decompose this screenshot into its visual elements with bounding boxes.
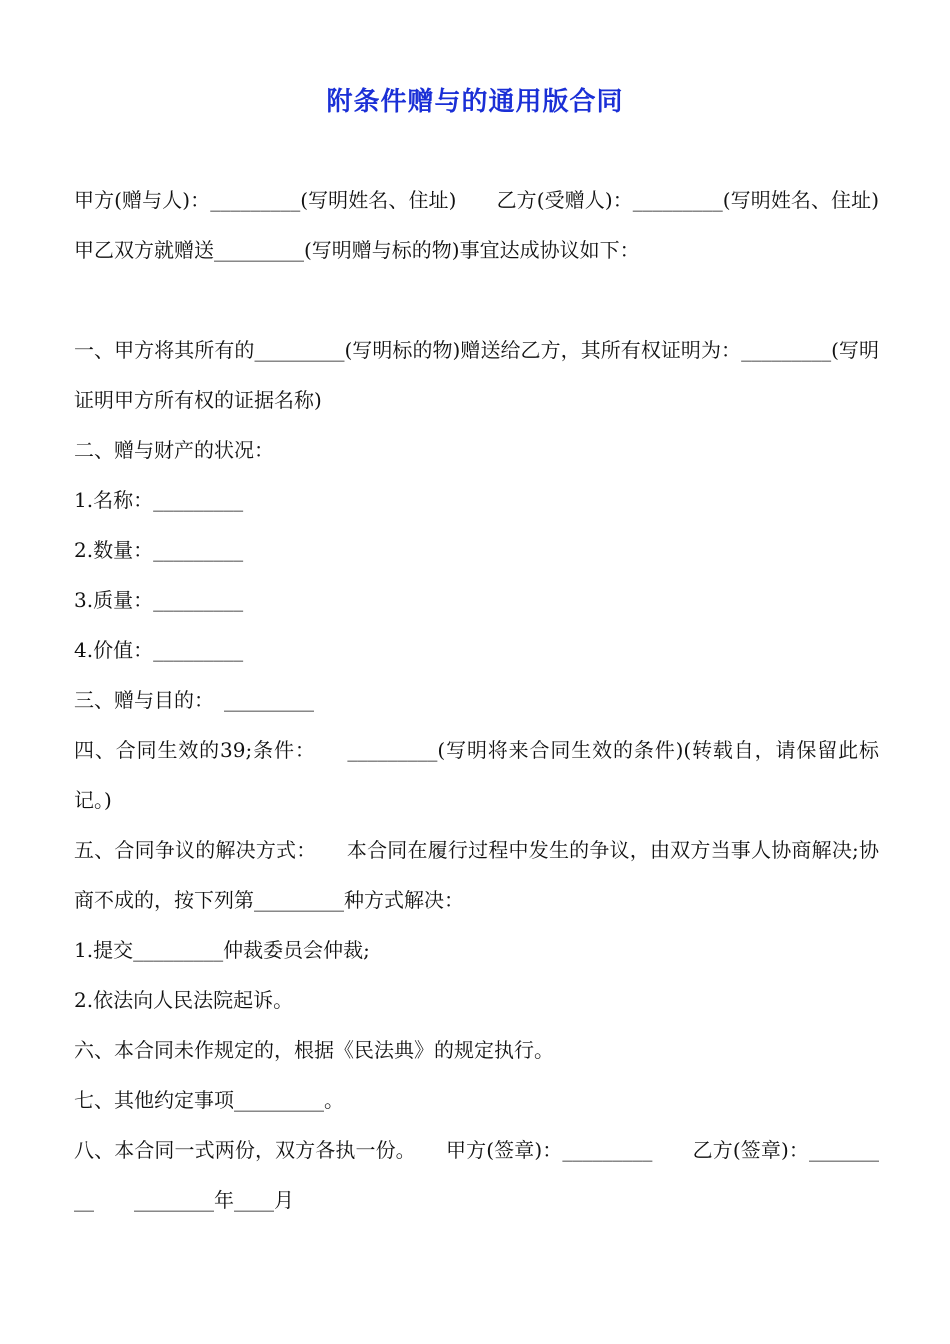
clause-3-purpose: 三、赠与目的： _________ bbox=[74, 688, 314, 712]
clause-1-ownership: 一、甲方将其所有的_________(写明标的物)赠送给乙方，其所有权证明为：_________(写明证明甲方所有权的证据名称) bbox=[74, 338, 879, 412]
contract-clauses bbox=[74, 325, 879, 1225]
property-name-line: 1.名称：_________ bbox=[74, 488, 244, 512]
dispute-option-court: 2.依法向人民法院起诉。 bbox=[74, 988, 294, 1012]
dispute-option-arbitration: 1.提交_________仲裁委员会仲裁; bbox=[74, 938, 370, 962]
clause-4-condition: 四、合同生效的39;条件： _________(写明将来合同生效的条件)(转载自，请保留此标记。) bbox=[74, 738, 879, 812]
clause-8-signatures: 八、本合同一式两份，双方各执一份。 甲方(签章)：_________ 乙方(签章)：_________ ________年____月 bbox=[74, 1138, 879, 1212]
clause-7-other: 七、其他约定事项_________。 bbox=[74, 1088, 344, 1112]
clause-2-heading: 二、赠与财产的状况： bbox=[74, 438, 274, 462]
property-quantity-line: 2.数量：_________ bbox=[74, 538, 244, 562]
property-value-line: 4.价值：_________ bbox=[74, 638, 244, 662]
clause-5-dispute: 五、合同争议的解决方式： 本合同在履行过程中发生的争议，由双方当事人协商解决;协商不成的，按下列第_________种方式解决： bbox=[74, 838, 879, 912]
intro-paragraph: 甲方(赠与人)：_________(写明姓名、住址) 乙方(受赠人)：_________(写明姓名、住址) 甲乙双方就赠送_________(写明赠与标的物)事宜达成协议如下： bbox=[74, 188, 919, 262]
clause-6-law: 六、本合同未作规定的，根据《民法典》的规定执行。 bbox=[74, 1038, 554, 1062]
property-quality-line: 3.质量：_________ bbox=[74, 588, 244, 612]
document-title: 附条件赠与的通用版合同 bbox=[326, 87, 624, 117]
